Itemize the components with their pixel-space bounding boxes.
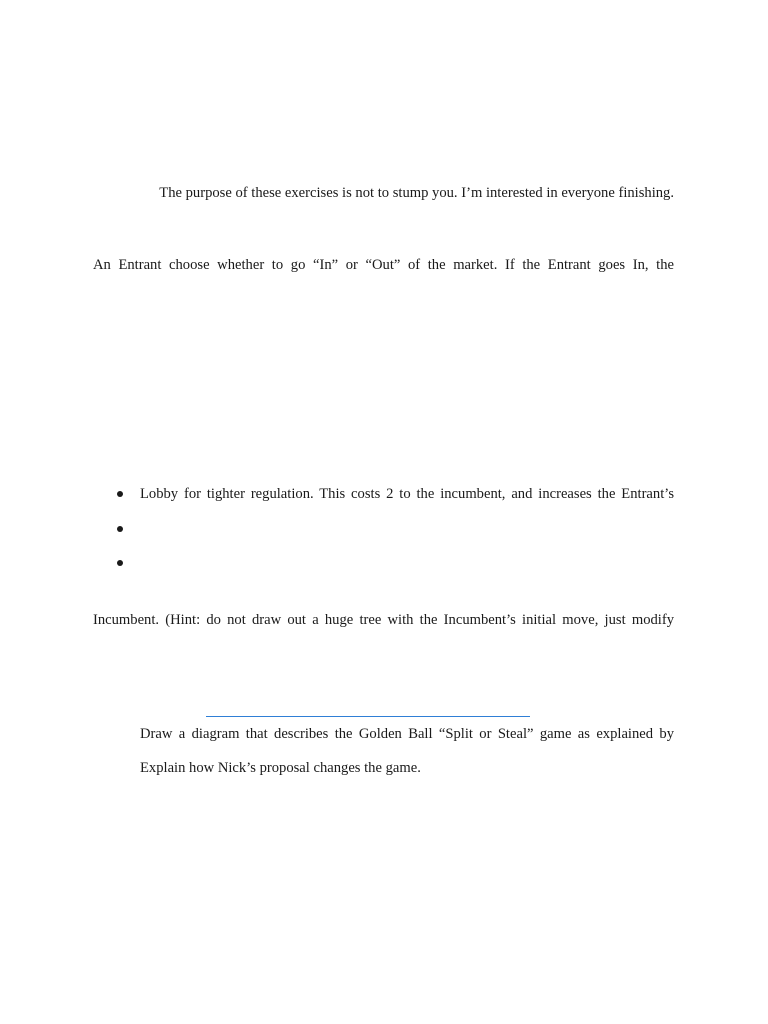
bullet-item-lobby: Lobby for tighter regulation. This costs 2 to the incumbent, and increases the Entrant’s bbox=[140, 486, 674, 502]
golden-ball-question-line: Draw a diagram that describes the Golden Ball “Split or Steal” game as explained by bbox=[140, 726, 674, 742]
bullet-marker-1 bbox=[117, 491, 123, 497]
entrant-paragraph-line: An Entrant choose whether to go “In” or “Out” of the market. If the Entrant goes In, the bbox=[93, 257, 674, 273]
intro-paragraph-line: The purpose of these exercises is not to stump you. I’m interested in everyone finishing. bbox=[159, 185, 674, 201]
link-underline[interactable] bbox=[206, 716, 530, 717]
bullet-marker-3 bbox=[117, 560, 123, 566]
nick-proposal-question-line: Explain how Nick’s proposal changes the game. bbox=[140, 760, 421, 776]
bullet-marker-2 bbox=[117, 526, 123, 532]
incumbent-paragraph-line: Incumbent. (Hint: do not draw out a huge tree with the Incumbent’s initial move, just modify bbox=[93, 612, 674, 628]
